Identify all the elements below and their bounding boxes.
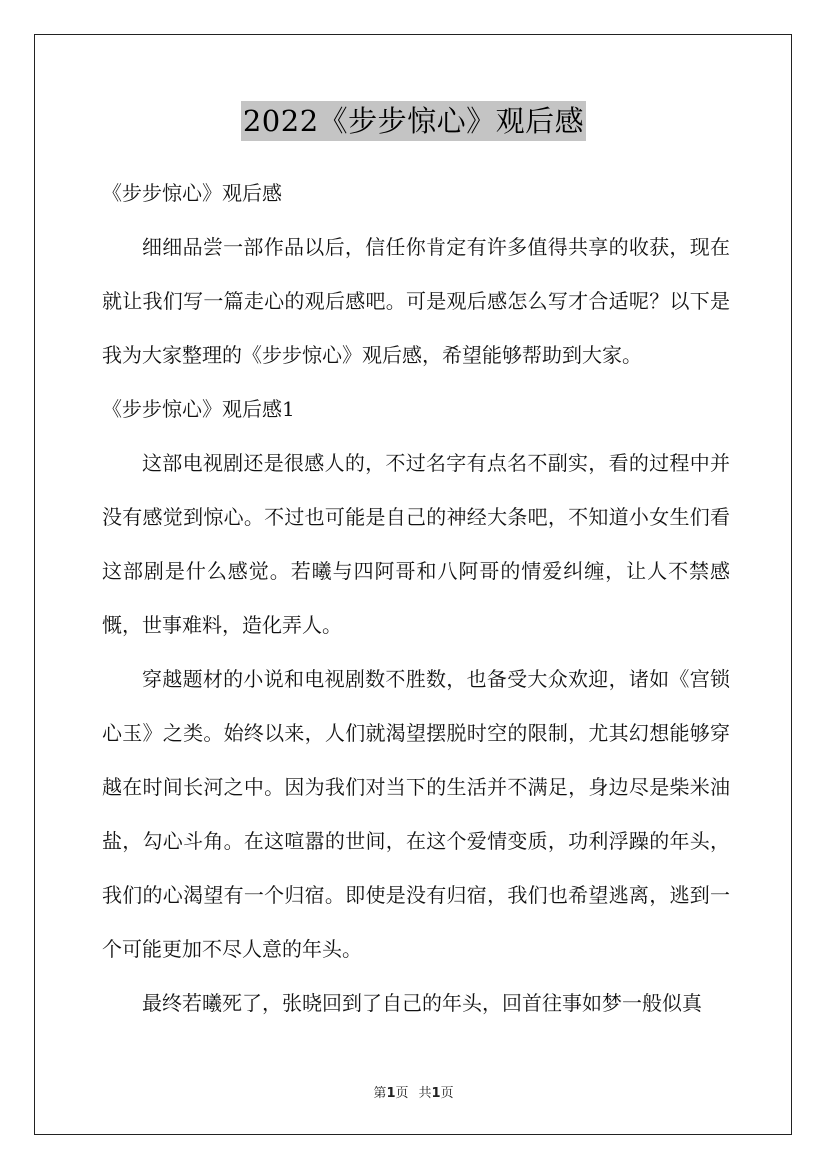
page-number <box>373 1086 408 1101</box>
intro-paragraph: 细细品尝一部作品以后，信任你肯定有许多值得共享的收获，现在就让我们写一篇走心的观后感吧。可是观后感怎么写才合适呢？以下是我为大家整理的《步步惊心》观后感，希望能够帮助到大家。 <box>102 235 730 367</box>
total-pages: 1 <box>431 1086 441 1101</box>
body-paragraph-3: 最终若曦死了，张晓回到了自己的年头，回首往事如梦一般似真 <box>142 991 702 1015</box>
section-heading: 《步步惊心》观后感 <box>102 181 282 205</box>
current-page: 1 <box>386 1086 396 1101</box>
page-suffix: 页 <box>395 1086 409 1101</box>
total-suffix: 页 <box>440 1086 454 1101</box>
section-heading-1: 《步步惊心》观后感1 <box>102 397 295 421</box>
page-prefix: 第 <box>373 1086 387 1101</box>
body-paragraph-1: 这部电视剧还是很感人的，不过名字有点名不副实，看的过程中并没有感觉到惊心。不过也可能是自己的神经大条吧，不知道小女生们看这部剧是什么感觉。若曦与四阿哥和八阿哥的情爱纠缠，让人不禁感慨，世事难料，造化弄人。 <box>102 451 730 637</box>
total-prefix: 共 <box>418 1086 432 1101</box>
body-paragraph-2: 穿越题材的小说和电视剧数不胜数，也备受大众欢迎，诸如《宫锁心玉》之类。始终以来，人们就渴望摆脱时空的限制，尤其幻想能够穿越在时间长河之中。因为我们对当下的生活并不满足，身边尽是柴米油盐，勾心斗角。在这喧嚣的世间，在这个爱情变质，功利浮躁的年头，我们的心渴望有一个归宿。即使是没有归宿，我们也希望逃离，逃到一个可能更加不尽人意的年头。 <box>102 667 730 961</box>
page-total <box>419 1086 454 1101</box>
document-body <box>102 166 730 1030</box>
title-container <box>0 101 827 141</box>
document-title: 2022《步步惊心》观后感 <box>241 101 586 141</box>
page-footer <box>0 1082 827 1101</box>
